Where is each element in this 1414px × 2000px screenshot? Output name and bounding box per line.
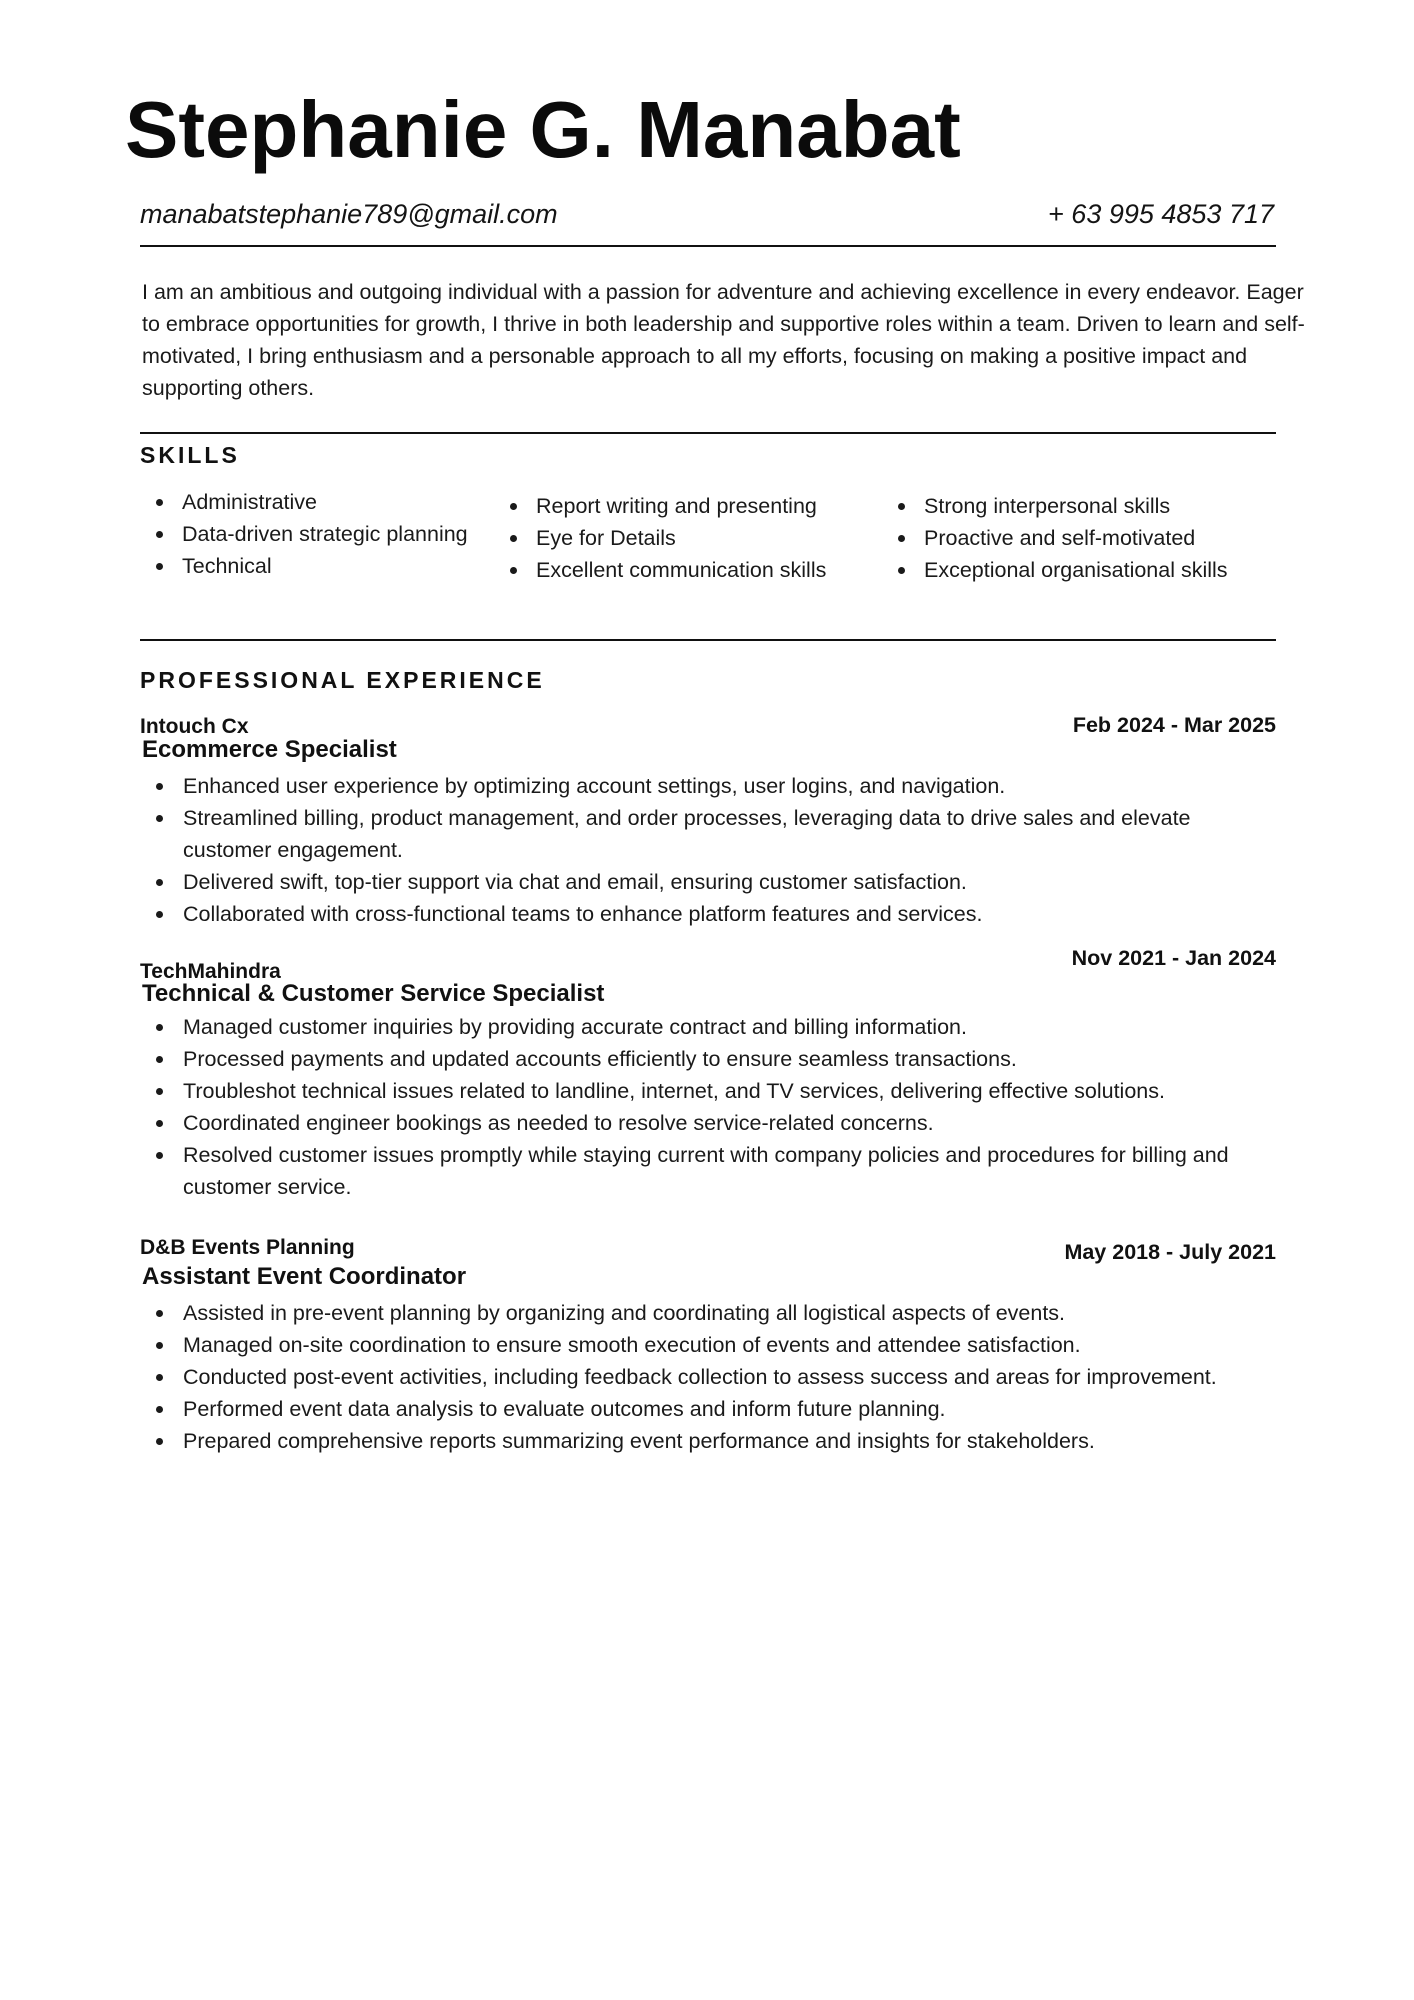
skill-item: Excellent communication skills [494,554,874,586]
job-bullet: Assisted in pre-event planning by organizing and coordinating all logistical aspects of events. [140,1297,1260,1329]
skills-divider [140,639,1276,641]
candidate-name: Stephanie G. Manabat [125,85,961,174]
job-role: Ecommerce Specialist [142,736,397,763]
job-bullets [140,1297,1260,1457]
job-bullet: Delivered swift, top-tier support via chat and email, ensuring customer satisfaction. [140,866,1260,898]
job-role: Technical & Customer Service Specialist [142,980,605,1007]
skills-column-1 [140,486,500,582]
skill-item: Technical [140,550,500,582]
header-divider [140,245,1276,247]
job-bullet: Streamlined billing, product management, and order processes, leveraging data to drive sales and elevate customer engagement. [140,802,1260,866]
skills-column-3 [882,490,1242,586]
email-address[interactable]: manabatstephanie789@gmail.com [140,199,558,229]
phone-number[interactable]: + 63 995 4853 717 [1048,199,1274,229]
skills-column-2 [494,490,874,586]
job-bullet: Enhanced user experience by optimizing account settings, user logins, and navigation. [140,770,1260,802]
skill-item: Data-driven strategic planning [140,518,500,550]
job-dates: Feb 2024 - Mar 2025 [1072,713,1276,737]
skills-heading: SKILLS [140,442,240,468]
skill-item: Strong interpersonal skills [882,490,1242,522]
skill-item: Administrative [140,486,500,518]
job-bullet: Conducted post-event activities, including feedback collection to assess success and areas for improvement. [140,1361,1260,1393]
job-bullet: Collaborated with cross-functional teams to enhance platform features and services. [140,898,1260,930]
job-bullet: Prepared comprehensive reports summarizing event performance and insights for stakeholders. [140,1425,1260,1457]
job-bullet: Coordinated engineer bookings as needed to resolve service-related concerns. [140,1107,1260,1139]
profile-summary: I am an ambitious and outgoing individual with a passion for adventure and achieving excellence in every endeavor. Eager to embrace opportunities for growth, I thrive in both leadership and supportive roles within a team. Driven to learn and self-motivated, I bring enthusiasm and a personable approach to all my efforts, focusing on making a positive impact and supporting others. [142,280,1305,400]
skill-item: Report writing and presenting [494,490,874,522]
job-dates: Nov 2021 - Jan 2024 [1071,946,1276,970]
job-bullet: Resolved customer issues promptly while staying current with company policies and procedures for billing and customer service. [140,1139,1260,1203]
job-bullets [140,1011,1260,1203]
summary-divider [140,432,1276,434]
job-role: Assistant Event Coordinator [142,1263,467,1290]
contact-row [140,196,1274,232]
job-bullet: Managed on-site coordination to ensure smooth execution of events and attendee satisfaction. [140,1329,1260,1361]
job-company: TechMahindra [140,960,281,983]
skill-item: Proactive and self-motivated [882,522,1242,554]
job-company: Intouch Cx [140,715,249,738]
job-company: D&B Events Planning [140,1236,355,1259]
job-dates: May 2018 - July 2021 [1064,1240,1276,1264]
job-bullets [140,770,1260,930]
job-bullet: Performed event data analysis to evaluate outcomes and inform future planning. [140,1393,1260,1425]
job-bullet: Processed payments and updated accounts efficiently to ensure seamless transactions. [140,1043,1260,1075]
skill-item: Exceptional organisational skills [882,554,1242,586]
experience-heading: PROFESSIONAL EXPERIENCE [140,667,545,693]
job-bullet: Managed customer inquiries by providing accurate contract and billing information. [140,1011,1260,1043]
job-bullet: Troubleshot technical issues related to landline, internet, and TV services, delivering effective solutions. [140,1075,1260,1107]
skill-item: Eye for Details [494,522,874,554]
